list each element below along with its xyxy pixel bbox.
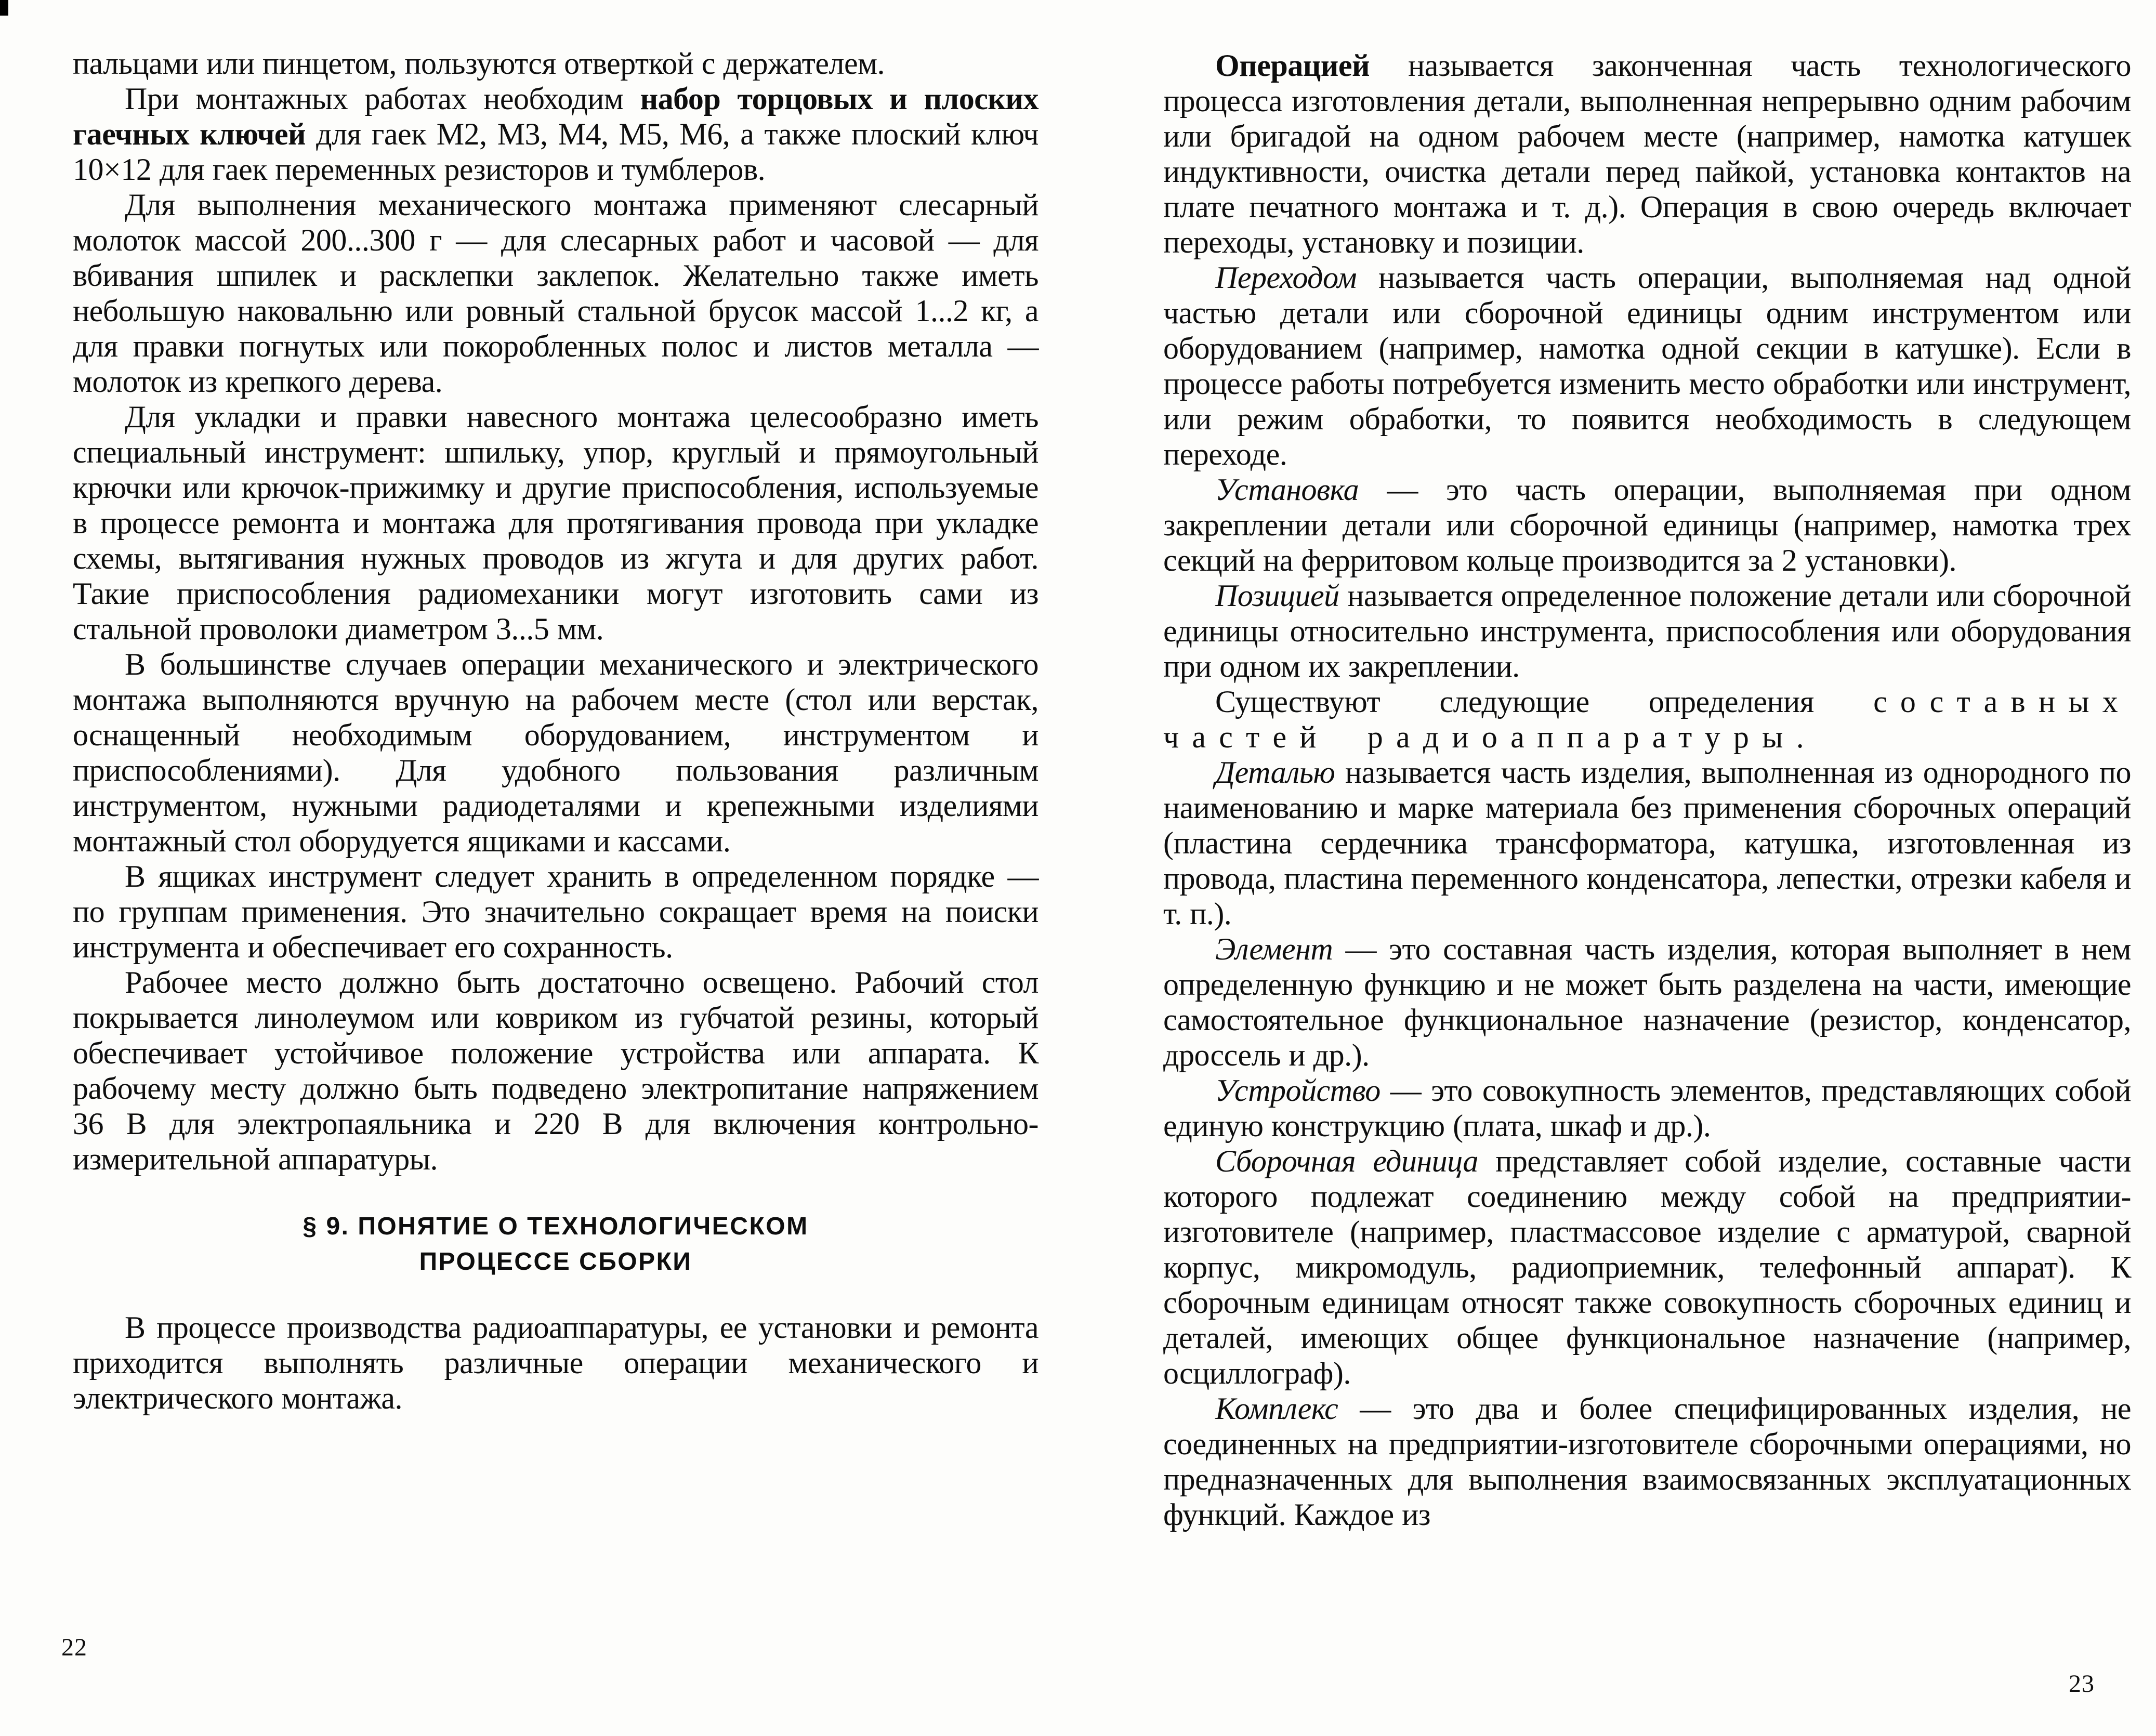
text-run: Элемент xyxy=(1215,932,1333,966)
text-run: Деталью xyxy=(1215,755,1335,790)
text-run: Операцией xyxy=(1215,48,1370,83)
text-run: В ящиках инструмент следует хранить в определенном порядке — по группам применения. Это значительно сокращает время на поиски инструмента и обеспечивает его сохранность. xyxy=(73,859,1038,964)
paragraph xyxy=(1163,1073,2131,1143)
page-number-right: 23 xyxy=(2069,1670,2095,1698)
text-run: — это совокупность элементов, представляющих собой единую конструкцию (плата, шкаф и др.). xyxy=(1163,1073,2131,1143)
text-run: — это часть операции, выполняемая при одном закреплении детали или сборочной единицы (например, намотка трех секций на ферритовом кольце производится за 2 установки). xyxy=(1163,472,2131,577)
paragraph xyxy=(73,1310,1038,1416)
text-run: Сборочная единица xyxy=(1215,1144,1478,1178)
paragraph xyxy=(1163,1391,2131,1532)
scan-artifact-corner xyxy=(0,0,8,16)
text-run: представляет собой изделие, составные части которого подлежат соединению между собой на предприятии-изготовителе (например, пластмассовое изделие с арматурой, сварной корпус, микромодуль, радиоприемник, телефонный аппарат). К сборочным единицам относят также совокупность сборочных единиц и деталей, имеющих общее функциональное назначение (например, осциллограф). xyxy=(1163,1144,2131,1390)
paragraph xyxy=(1163,755,2131,931)
page-left xyxy=(73,46,1038,1416)
paragraph xyxy=(1163,48,2131,260)
paragraph xyxy=(1163,1143,2131,1391)
text-run: Переходом xyxy=(1215,260,1357,295)
paragraph xyxy=(1163,472,2131,578)
text-run: Позицией xyxy=(1215,578,1339,613)
text-run: Рабочее место должно быть достаточно освещено. Рабочий стол покрывается линолеумом или ковриком из губчатой резины, который обеспечивает устойчивое положение устройства или аппарата. К рабочему месту должно быть подведено электропитание напряжением 36 В для электропаяльника и 220 В для включения контрольно-измерительной аппаратуры. xyxy=(73,965,1038,1176)
paragraph xyxy=(73,399,1038,647)
text-run: для гаек М2, М3, М4, М5, М6, а также плоский ключ 10×12 для гаек переменных резисторов и тумблеров. xyxy=(73,117,1038,187)
text-run: составных частей радиоаппаратуры. xyxy=(1163,685,2131,754)
paragraph xyxy=(73,965,1038,1177)
text-run: Комплекс xyxy=(1215,1391,1338,1426)
text-run: Устройство xyxy=(1215,1073,1381,1108)
paragraph xyxy=(73,81,1038,187)
page-number-left: 22 xyxy=(61,1634,87,1661)
text-run: Для выполнения механического монтажа применяют слесарный молоток массой 200...300 г — для слесарных работ и часовой — для вбивания шпилек и расклепки заклепок. Желательно также иметь небольшую наковальню или ровный стальной брусок массой 1...2 кг, а для правки погнутых или покоробленных полос и листов металла — молоток из крепкого дерева. xyxy=(73,188,1038,399)
text-run: называется определенное положение детали или сборочной единицы относительно инструмента, приспособления или оборудования при одном их закреплении. xyxy=(1163,578,2131,683)
section-heading-line: § 9. ПОНЯТИЕ О ТЕХНОЛОГИЧЕСКОМ xyxy=(303,1213,809,1240)
paragraph xyxy=(1163,931,2131,1073)
text-run: Для укладки и правки навесного монтажа целесообразно иметь специальный инструмент: шпильку, упор, круглый и прямоугольный крючки или крючок-прижимку и другие приспособления, используемые в процессе ремонта и монтажа для протягивания провода при укладке схемы, вытягивания нужных проводов из жгута и для других работ. Такие приспособления радиомеханики могут изготовить сами из стальной проволоки диаметром 3...5 мм. xyxy=(73,400,1038,646)
section-heading-line: ПРОЦЕССЕ СБОРКИ xyxy=(419,1248,692,1275)
text-run: — это составная часть изделия, которая выполняет в нем определенную функцию и не может быть разделена на части, имеющие самостоятельное функциональное назначение (резистор, конденсатор, дроссель и др.). xyxy=(1163,932,2131,1072)
text-run: пальцами или пинцетом, пользуются отверткой с держателем. xyxy=(73,46,885,81)
text-run: В процессе производства радиоаппаратуры, ее установки и ремонта приходится выполнять различные операции механического и электрического монтажа. xyxy=(73,1310,1038,1415)
paragraph xyxy=(1163,684,2131,755)
text-run: называется законченная часть технологического процесса изготовления детали, выполненная непрерывно одним рабочим или бригадой на одном рабочем месте (например, намотка катушек индуктивности, очистка детали перед пайкой, установка контактов на плате печатного монтажа и т. д.). Операция в свою очередь включает переходы, установку и позиции. xyxy=(1163,48,2131,259)
text-run: Установка xyxy=(1215,472,1359,507)
text-run: набор торцовых и плоских гаечных ключей xyxy=(73,82,1038,151)
paragraph xyxy=(1163,578,2131,684)
paragraph xyxy=(73,859,1038,965)
paragraph xyxy=(73,46,1038,81)
text-run: называется часть изделия, выполненная из однородного по наименованию и марке материала без применения сборочных операций (пластина сердечника трансформатора, катушка, изготовленная из провода, пластина переменного конденсатора, лепестки, отрезки кабеля и т. п.). xyxy=(1163,755,2131,931)
text-run: В большинстве случаев операции механического и электрического монтажа выполняются вручную на рабочем месте (стол или верстак, оснащенный необходимым оборудованием, инструментом и приспособлениями). Для удобного пользования различным инструментом, нужными радиодеталями и крепежными изделиями монтажный стол оборудуется ящиками и кассами. xyxy=(73,647,1038,858)
page-right xyxy=(1163,48,2131,1532)
text-run: Существуют следующие определения xyxy=(1215,685,1874,719)
text-run: — это два и более специфицированных изделия, не соединенных на предприятии-изготовителе сборочными операциями, но предназначенных для выполнения взаимосвязанных эксплуатационных функций. Каждое из xyxy=(1163,1391,2131,1532)
text-run: При монтажных работах необходим xyxy=(125,82,640,116)
paragraph xyxy=(1163,260,2131,472)
paragraph xyxy=(73,647,1038,859)
text-run: называется часть операции, выполняемая над одной частью детали или сборочной единицы одним инструментом или оборудованием (например, намотка одной секции в катушке). Если в процессе работы потребуется изменить место обработки или инструмент, или режим обработки, то появится необходимость в следующем переходе. xyxy=(1163,260,2131,471)
section-heading xyxy=(94,1209,1018,1280)
paragraph xyxy=(73,187,1038,399)
